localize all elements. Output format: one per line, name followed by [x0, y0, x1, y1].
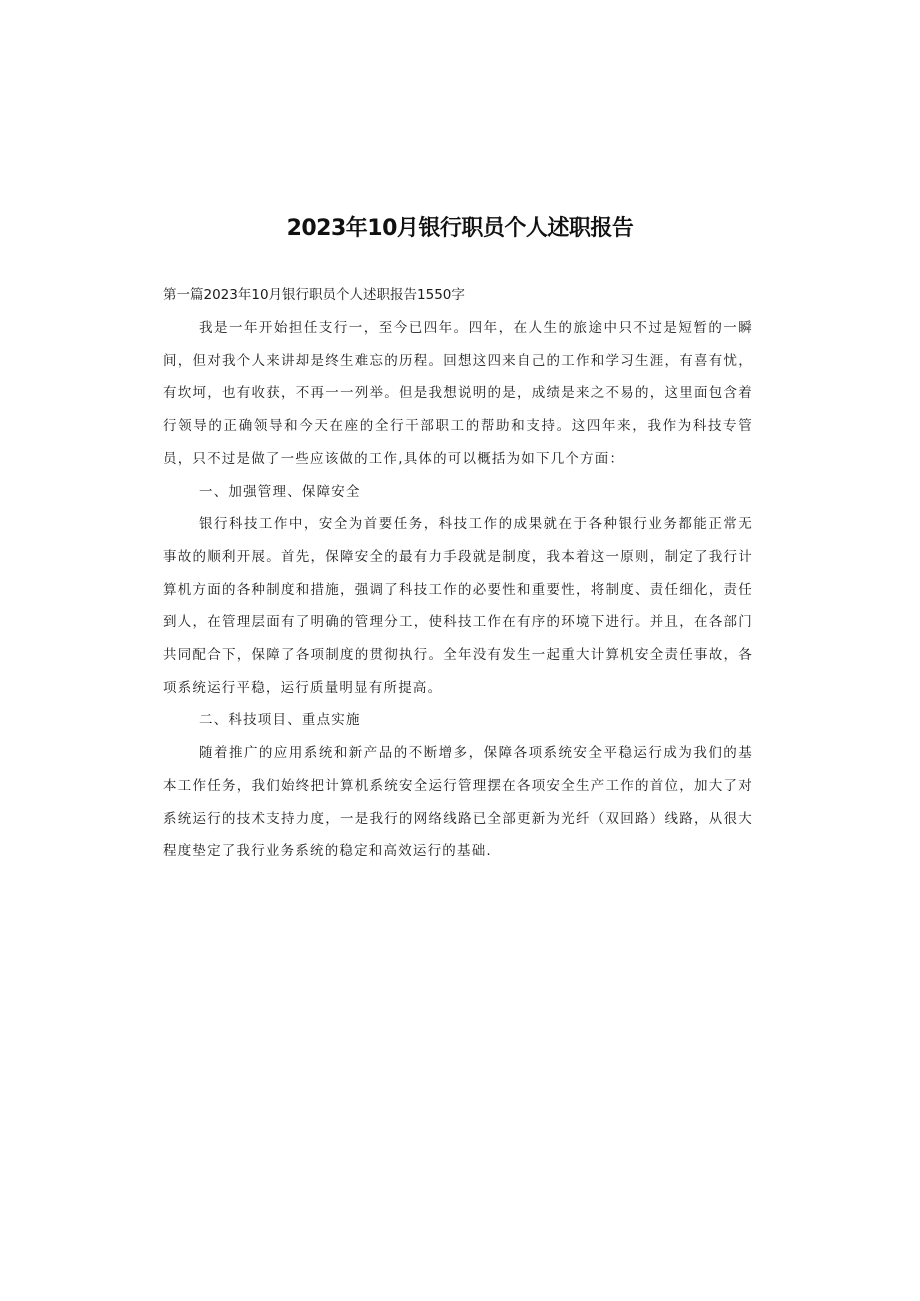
- document-subtitle: 第一篇2023年10月银行职员个人述职报告1550字: [163, 287, 465, 303]
- paragraph-security: 银行科技工作中，安全为首要任务，科技工作的成果就在于各种银行业务都能正常无事故的顺利开展。首先，保障安全的最有力手段就是制度，我本着这一原则，制定了我行计算机方面的各种制度和措施，强调了科技工作的必要性和重要性，将制度、责任细化，责任到人，在管理层面有了明确的管理分工，使科技工作在有序的环境下进行。并且，在各部门共同配合下，保障了各项制度的贯彻执行。全年没有发生一起重大计算机安全责任事故，各项系统运行平稳，运行质量明显有所提高。: [163, 516, 753, 696]
- document-body: [163, 282, 753, 868]
- section-heading-2: 二、科技项目、重点实施: [199, 712, 361, 729]
- document-title: 2023年10月银行职员个人述职报告: [286, 216, 634, 241]
- paragraph-projects: 随着推广的应用系统和新产品的不断增多，保障各项系统安全平稳运行成为我们的基本工作任务，我们始终把计算机系统安全运行管理摆在各项安全生产工作的首位，加大了对系统运行的技术支持力度，一是我行的网络线路已全部更新为光纤（双回路）线路，从很大程度垫定了我行业务系统的稳定和高效运行的基础.: [163, 745, 753, 860]
- paragraph-intro: 我是一年开始担任支行一，至今已四年。四年，在人生的旅途中只不过是短暂的一瞬间，但对我个人来讲却是终生难忘的历程。回想这四来自己的工作和学习生涯，有喜有忧，有坎坷，也有收获，不再一一列举。但是我想说明的是，成绩是来之不易的，这里面包含着行领导的正确领导和今天在座的全行干部职工的帮助和支持。这四年来，我作为科技专管员，只不过是做了一些应该做的工作,具体的可以概括为如下几个方面：: [163, 320, 753, 467]
- section-heading-1: 一、加强管理、保障安全: [199, 483, 361, 500]
